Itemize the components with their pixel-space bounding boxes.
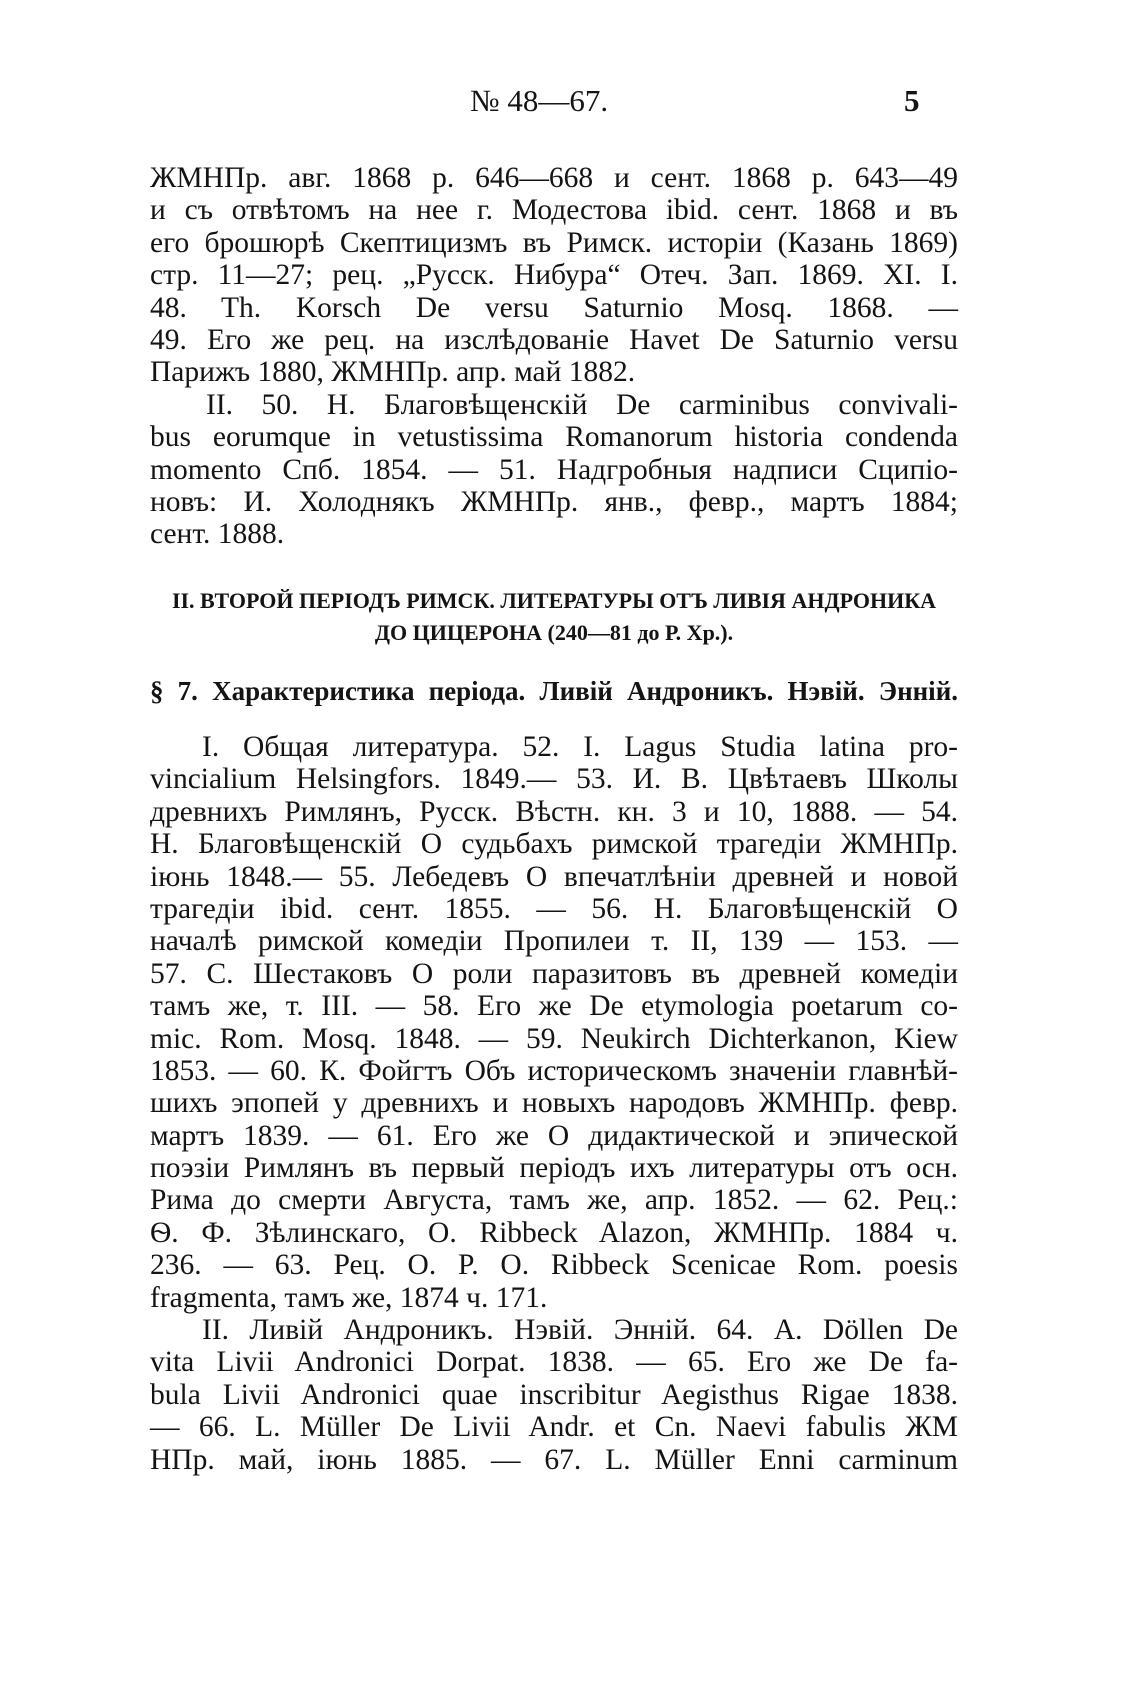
text-line: 57. С. Шестаковъ О роли паразитовъ въ древней комедіи: [150, 957, 958, 990]
text-line: II. Ливій Андроникъ. Нэвій. Энній. 64. A. Döllen De: [202, 1314, 958, 1347]
page-number: 5: [904, 83, 920, 118]
text-line: momento Спб. 1854. — 51. Надгробныя надписи Сципіо-: [150, 453, 958, 486]
running-header: [0, 83, 1140, 123]
text-line: vita Livii Andronici Dorpat. 1838. — 65. Его же De fa-: [150, 1346, 958, 1379]
text-line: fragmenta, тамъ же, 1874 ч. 171.: [150, 1281, 548, 1314]
text-line: поэзіи Римлянъ въ первый періодъ ихъ литературы отъ осн.: [150, 1152, 958, 1185]
text-line: 1853. — 60. К. Фойгтъ Объ историческомъ значеніи главнѣй-: [150, 1054, 958, 1087]
text-line: древнихъ Римлянъ, Русск. Вѣстн. кн. 3 и 10, 1888. — 54.: [150, 795, 958, 828]
text-line: 48. Th. Korsch De versu Saturnio Mosq. 1868. —: [150, 291, 958, 324]
top-text-block: [150, 162, 958, 551]
text-line: Ѳ. Ф. Зѣлинскаго, O. Ribbeck Alazon, ЖМНПр. 1884 ч.: [150, 1216, 958, 1249]
text-line: I. Общая литература. 52. I. Lagus Studia latina pro-: [202, 731, 958, 763]
text-line: 236. — 63. Рец. O. P. O. Ribbeck Scenicae Rom. poesis: [150, 1249, 958, 1282]
text-line: сент. 1888.: [150, 518, 285, 551]
text-line: трагедіи ibid. сент. 1855. — 56. Н. Благовѣщенскій О: [150, 892, 958, 925]
text-line: и съ отвѣтомъ на нее г. Модестова ibid. сент. 1868 и въ: [150, 194, 958, 227]
text-line: шихъ эпопей у древнихъ и новыхъ народовъ ЖМНПр. февр.: [150, 1087, 958, 1120]
text-line: іюнь 1848.— 55. Лебедевъ О впечатлѣніи древней и новой: [150, 860, 958, 893]
text-line: bus eorumque in vetustissima Romanorum historia condenda: [150, 421, 958, 454]
period-heading-line-1: II. ВТОРОЙ ПЕРІОДЪ РИМСК. ЛИТЕРАТУРЫ ОТЪ ЛИВІЯ АНДРОНИКА: [171, 588, 937, 613]
text-line: новъ: И. Холоднякъ ЖМНПр. янв., февр., мартъ 1884;: [150, 485, 958, 518]
text-line: mic. Rom. Mosq. 1848. — 59. Neukirch Dichterkanon, Kiew: [150, 1022, 958, 1055]
main-text-block: [150, 731, 958, 1476]
text-line: мартъ 1839. — 61. Его же О дидактической и эпической: [150, 1119, 958, 1152]
text-line: стр. 11—27; рец. „Русск. Нибура“ Отеч. Зап. 1869. XI. I.: [150, 259, 958, 292]
section-heading: § 7. Характеристика періода. Ливій Андроникъ. Нэвій. Энній.: [150, 676, 958, 706]
text-line: Н. Благовѣщенскій О судьбахъ римской трагедіи ЖМНПр.: [150, 828, 958, 861]
text-line: bula Livii Andronici quae inscribitur Aegisthus Rigae 1838.: [150, 1378, 958, 1411]
text-line: — 66. L. Müller De Livii Andr. et Cn. Naevi fabulis ЖМ: [150, 1411, 958, 1444]
text-line: Парижъ 1880, ЖМНПр. апр. май 1882.: [150, 356, 636, 389]
text-line: 49. Его же рец. на изслѣдованіе Havet De Saturnio versu: [150, 323, 958, 356]
text-line: Рима до смерти Августа, тамъ же, апр. 1852. — 62. Рец.:: [150, 1184, 958, 1217]
period-heading-line-2: ДО ЦИЦЕРОНА (240—81 до Р. Хр.).: [374, 620, 734, 645]
text-line: vincialium Helsingfors. 1849.— 53. И. В. Цвѣтаевъ Школы: [150, 763, 958, 796]
text-line: тамъ же, т. III. — 58. Его же De etymologia poetarum co-: [150, 990, 958, 1023]
text-line: ЖМНПр. авг. 1868 р. 646—668 и сент. 1868 р. 643—49: [150, 162, 958, 194]
text-line: его брошюрѣ Скептицизмъ въ Римск. исторіи (Казань 1869): [150, 226, 958, 259]
text-line: II. 50. Н. Благовѣщенскій De carminibus convivali-: [206, 388, 958, 421]
text-line: началѣ римской комедіи Пропилеи т. II, 139 — 153. —: [150, 925, 958, 958]
text-line: НПр. май, іюнь 1885. — 67. L. Müller Enni carminum: [150, 1443, 958, 1476]
entry-range: № 48—67.: [470, 83, 609, 118]
